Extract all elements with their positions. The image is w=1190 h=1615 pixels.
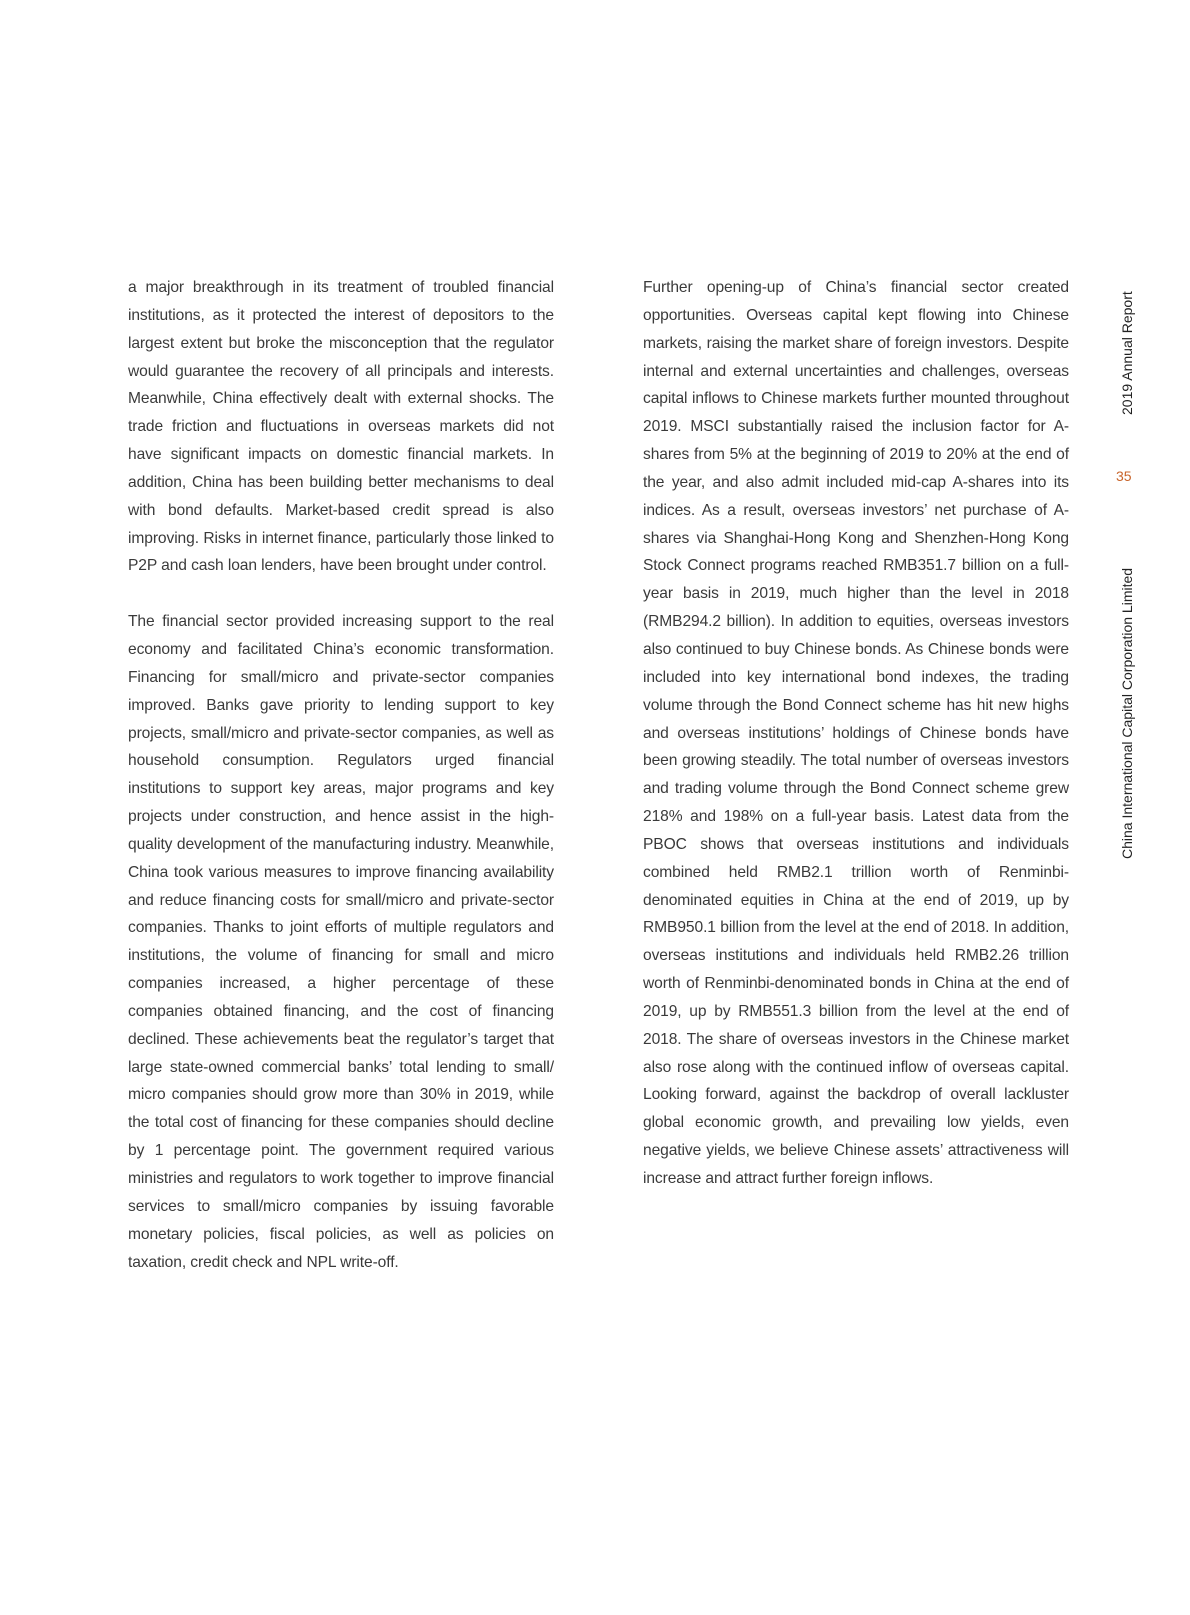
report-title: 2019 Annual Report — [1119, 291, 1135, 415]
right-column — [643, 274, 1069, 1221]
paragraph: a major breakthrough in its treatment of troubled financial institutions, as it protected the interest of depositors to the largest extent but broke the misconception that the regulator would guarantee the recovery of all principals and interests. Meanwhile, China effectively dealt with external shocks. The trade friction and fluctuations in overseas markets did not have significant impacts on domestic financial markets. In addition, China has been building better mechanisms to deal with bond defaults. Market-based credit spread is also improving. Risks in internet finance, particularly those linked to P2P and cash loan lenders, have been brought under control. — [128, 279, 554, 575]
paragraph: Further opening-up of China’s financial sector created opportunities. Overseas capital kept flowing into Chinese markets, raising the market share of foreign investors. Despite internal and external uncertainties and challenges, overseas capital inflows to Chinese markets further mounted throughout 2019. MSCI substantially raised the inclusion factor for A-shares from 5% at the beginning of 2019 to 20% at the end of the year, and also admit included mid-cap A-shares into its indices. As a result, overseas investors’ net purchase of A-shares via Shanghai-Hong Kong and Shenzhen-Hong Kong Stock Connect programs reached RMB351.7 billion on a full-year basis in 2019, much higher than the level in 2018 (RMB294.2 billion). In addition to equities, overseas investors also continued to buy Chinese bonds. As Chinese bonds were included into key international bond indexes, the trading volume through the Bond Connect scheme has hit new highs and overseas institutions’ holdings of Chinese bonds have been growing steadily. The total number of overseas investors and trading volume through the Bond Connect scheme grew 218% and 198% on a full-year basis. Latest data from the PBOC shows that overseas institutions and individuals combined held RMB2.1 trillion worth of Renminbi-denominated equities in China at the end of 2019, up by RMB950.1 billion from the level at the end of 2018. In addition, overseas institutions and individuals held RMB2.26 trillion worth of Renminbi-denominated bonds in China at the end of 2019, up by RMB551.3 billion from the level at the end of 2018. The share of overseas investors in the Chinese market also rose along with the continued inflow of overseas capital. Looking forward, against the backdrop of overall lackluster global economic growth, and prevailing low yields, even negative yields, we believe Chinese assets’ attractiveness will increase and attract further foreign inflows. — [643, 279, 1069, 1187]
left-column — [128, 274, 554, 1304]
company-name: China International Capital Corporation Limited — [1119, 567, 1135, 859]
page-number: 35 — [1116, 468, 1132, 484]
paragraph: The financial sector provided increasing support to the real economy and facilitated China’s economic transformation. Financing for small/micro and private-sector companies improved. Banks gave priority to lending support to key projects, small/micro and private-sector companies, as well as household consumption. Regulators urged financial institutions to support key areas, major programs and key projects under construction, and hence assist in the high-quality development of the manufacturing industry. Meanwhile, China took various measures to improve financing availability and reduce financing costs for small/micro and private-sector companies. Thanks to joint efforts of multiple regulators and institutions, the volume of financing for small and micro companies increased, a higher percentage of these companies obtained financing, and the cost of financing declined. These achievements beat the regulator’s target that large state-owned commercial banks’ total lending to small/ micro companies should grow more than 30% in 2019, while the total cost of financing for these companies should decline by 1 percentage point. The government required various ministries and regulators to work together to improve financial services to small/micro companies by issuing favorable monetary policies, fiscal policies, as well as policies on taxation, credit check and NPL write-off. — [128, 613, 554, 1271]
